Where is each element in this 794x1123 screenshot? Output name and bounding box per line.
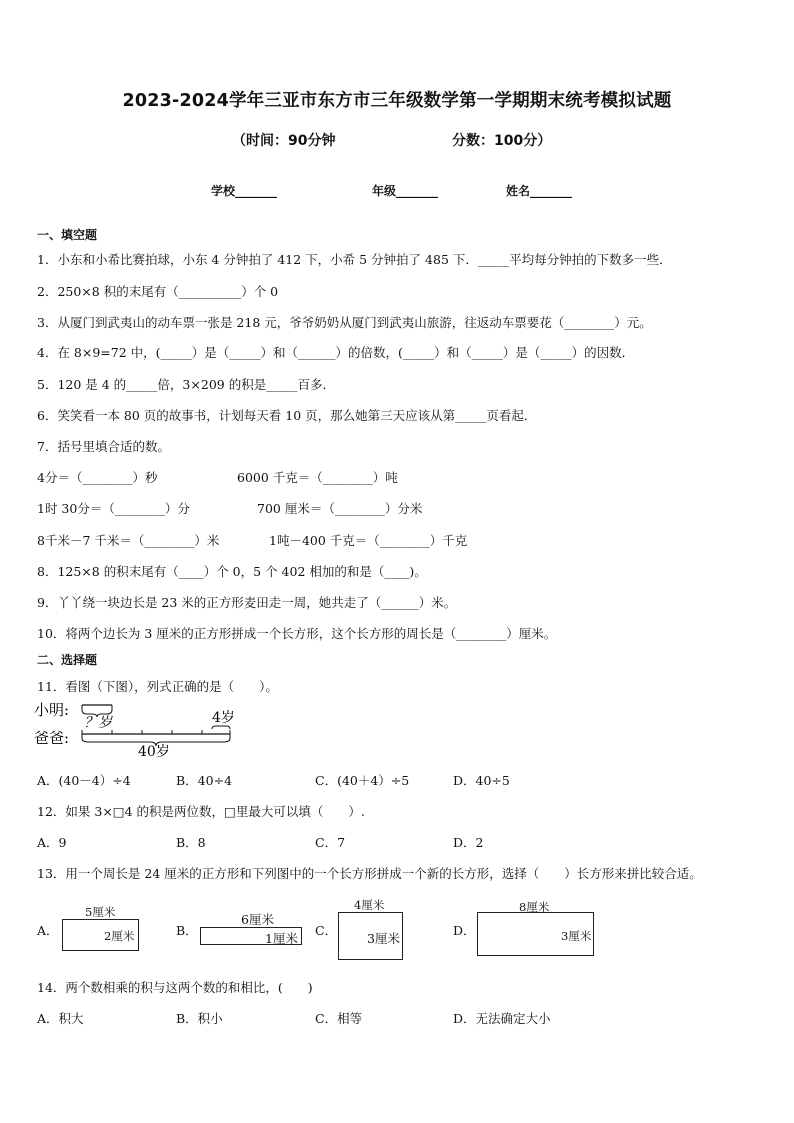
baba-label: 爸爸:	[34, 729, 70, 747]
q14-option-a[interactable]: A．积大	[37, 1011, 84, 1026]
q7-item-4: 700 厘米＝（________）分米	[257, 501, 423, 516]
q11-option-d[interactable]: D．40÷5	[453, 773, 510, 788]
q7-item-3: 1时 30分＝（________）分	[37, 501, 190, 516]
q14-option-c[interactable]: C．相等	[315, 1011, 363, 1026]
q7-item-5: 8千米－7 千米＝（________）米	[37, 533, 220, 548]
diff-brace	[212, 726, 230, 729]
q12-option-d[interactable]: D．2	[453, 835, 484, 850]
question-14: 14．两个数相乘的积与这两个数的和相比，( )	[37, 980, 313, 995]
school-field: 学校_______	[211, 184, 278, 198]
question-11: 11．看图（下图），列式正确的是（ ）。	[37, 679, 278, 694]
q13-option-d-letter[interactable]: D．	[453, 923, 476, 938]
q13-d-length: 8厘米	[519, 900, 550, 914]
name-field: 姓名_______	[506, 184, 573, 198]
q13-option-c-letter[interactable]: C．	[315, 923, 338, 938]
section-choice-heading: 二、选择题	[37, 653, 98, 667]
q13-b-width: 1厘米	[265, 931, 298, 946]
diff-age-label: 4岁	[212, 710, 235, 726]
q13-d-width: 3厘米	[561, 929, 592, 943]
question-10: 10．将两个边长为 3 厘米的正方形拼成一个长方形，这个长方形的周长是（________）厘米。	[37, 626, 557, 641]
unknown-age-label: ？岁	[84, 715, 112, 731]
q14-option-b[interactable]: B．积小	[176, 1011, 223, 1026]
question-13: 13．用一个周长是 24 厘米的正方形和下列图中的一个长方形拼成一个新的长方形，选择（ ）长方形来拼比较合适。	[37, 866, 702, 881]
q12-option-a[interactable]: A．9	[37, 835, 67, 850]
section-fill-blank-heading: 一、填空题	[37, 228, 98, 242]
question-5: 5．120 是 4 的_____倍，3×209 的积是_____百多．	[37, 377, 335, 392]
q7-item-2: 6000 千克＝（________）吨	[237, 470, 398, 485]
q13-c-length: 4厘米	[354, 898, 385, 912]
q11-option-c[interactable]: C．(40＋4）÷5	[315, 773, 410, 788]
exam-score: 分数：100分）	[452, 133, 552, 149]
q14-option-d[interactable]: D．无法确定大小	[453, 1011, 551, 1026]
q13-a-width: 2厘米	[104, 929, 135, 943]
q12-option-b[interactable]: B．8	[176, 835, 206, 850]
q7-item-1: 4分＝（________）秒	[37, 470, 158, 485]
xiaoming-label: 小明:	[34, 701, 70, 719]
question-4: 4．在 8×9=72 中，(_____）是（_____）和（______）的倍数，(_____）和（_____）是（_____）的因数．	[37, 345, 635, 360]
exam-title: 2023-2024学年三亚市东方市三年级数学第一学期期末统考模拟试题	[122, 91, 672, 111]
question-7: 7．括号里填合适的数。	[37, 439, 170, 454]
q13-a-length: 5厘米	[85, 905, 116, 919]
q11-option-a[interactable]: A．(40－4）÷4	[37, 773, 131, 788]
question-9: 9．丫丫绕一块边长是 23 米的正方形麦田走一周，她共走了（______）米。	[37, 595, 457, 610]
q13-b-length: 6厘米	[241, 912, 274, 927]
question-1: 1．小东和小希比赛拍球，小东 4 分钟拍了 412 下，小希 5 分钟拍了 485 下．_____平均每分钟拍的下数多一些．	[37, 252, 672, 267]
question-3: 3．从厦门到武夷山的动车票一张是 218 元，爷爷奶奶从厦门到武夷山旅游，往返动车票要花（________）元。	[37, 315, 652, 330]
total-age-label: 40岁	[138, 744, 170, 758]
q13-c-width: 3厘米	[367, 931, 400, 946]
grade-field: 年级_______	[372, 184, 439, 198]
q11-segment-diagram	[30, 696, 250, 758]
q13-option-b-letter[interactable]: B．	[176, 923, 198, 938]
question-12: 12．如果 3×□4 的积是两位数，□里最大可以填（ ）.	[37, 804, 365, 819]
question-2: 2．250×8 积的末尾有（__________）个 0	[37, 284, 279, 299]
q11-option-b[interactable]: B．40÷4	[176, 773, 233, 788]
q12-option-c[interactable]: C．7	[315, 835, 346, 850]
q13-option-a-letter[interactable]: A．	[37, 923, 59, 938]
question-8: 8．125×8 的积末尾有（____）个 0，5 个 402 相加的和是（____)。	[37, 564, 427, 579]
question-6: 6．笑笑看一本 80 页的故事书，计划每天看 10 页，那么她第三天应该从第_____页看起．	[37, 408, 537, 423]
q7-item-6: 1吨－400 千克＝（________）千克	[269, 533, 468, 548]
exam-time: （时间：90分钟	[232, 133, 336, 149]
